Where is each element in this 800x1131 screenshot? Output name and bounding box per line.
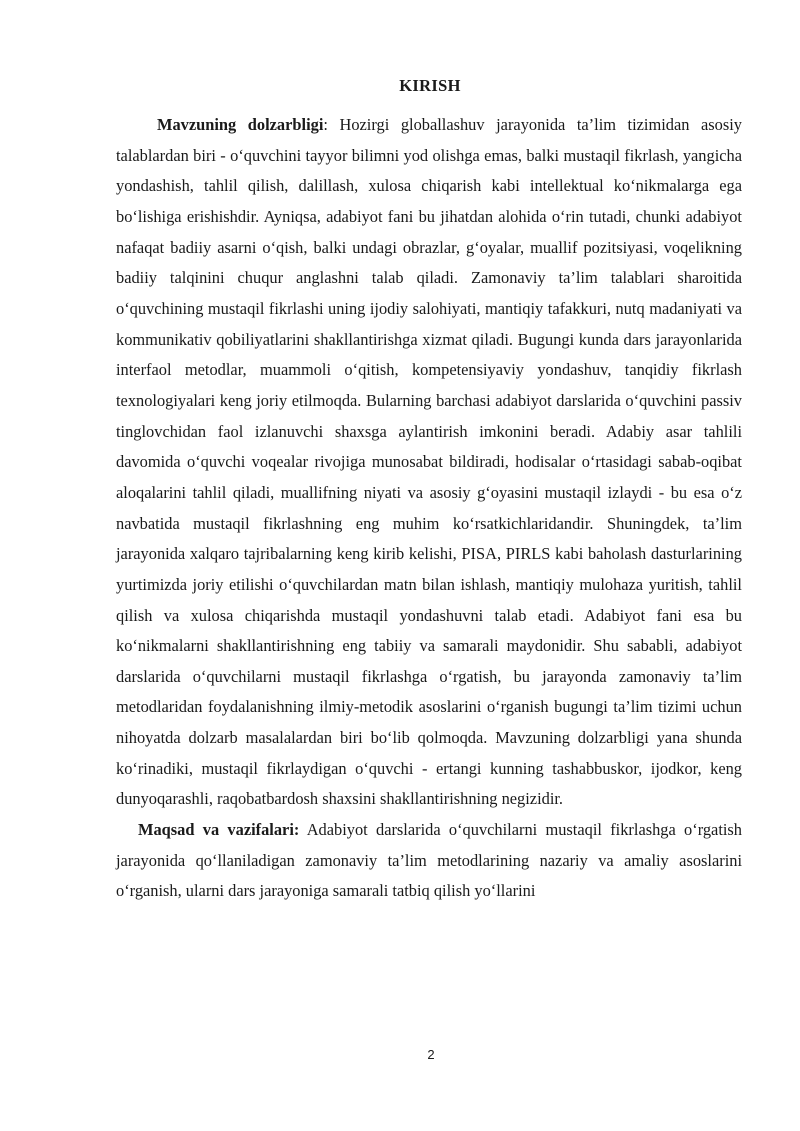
paragraph-text-goals: Adabiyot darslarida o‘quvchilarni mustaqil fikrlashga o‘rgatish jarayonida qo‘llaniladigan zamonaviy ta’lim metodlarining nazariy va amaliy asoslarini o‘rganish, ularni dars jarayoniga samarali tatbiq qilish yo‘llarini: [116, 820, 743, 901]
paragraph-goals: [116, 815, 742, 907]
lead-separator: :: [323, 115, 328, 134]
page-title: KIRISH: [399, 76, 461, 95]
paragraph-text-relevance: Hozirgi globallashuv jarayonida ta’lim tizimidan asosiy talablardan biri - o‘quvchini tayyor bilimni yod olishga emas, balki mustaqil fikrlash, yangicha yondashish, tahlil qilish, dalillash, xulosa chiqarish kabi intellektual ko‘nikmalarga ega bo‘lishiga erishishdir. Ayniqsa, adabiyot fani bu jihatdan alohida o‘rin tutadi, chunki adabiyot nafaqat badiiy asarni o‘qish, balki undagi obrazlar, g‘oyalar, muallif pozitsiyasi, voqelikning badiiy talqinini chuqur anglashni talab qiladi. Zamonaviy ta’lim talablari sharoitida o‘quvchining mustaqil fikrlashi uning ijodiy salohiyati, mantiqiy tafakkuri, nutq madaniyati va kommunikativ qobiliyatlarini shakllantirishga xizmat qiladi. Bugungi kunda dars jarayonlarida interfaol metodlar, muammoli o‘qitish, kompetensiyaviy yondashuv, tanqidiy fikrlash texnologiyalari keng joriy etilmoqda. Bularning barchasi adabiyot darslarida o‘quvchini passiv tinglovchidan faol izlanuvchi shaxsga aylantirish imkonini beradi. Adabiy asar tahlili davomida o‘quvchi voqealar rivojiga munosabat bildiradi, hodisalar o‘rtasidagi sabab-oqibat aloqalarini tahlil qiladi, muallifning niyati va asosiy g‘oyasini mustaqil izlaydi - bu esa o‘z navbatida mustaqil fikrlashning eng muhim ko‘rsatkichlaridandir. Shuningdek, ta’lim jarayonida xalqaro tajribalarning keng kirib kelishi, PISA, PIRLS kabi baholash dasturlarining yurtimizda joriy etilishi o‘quvchilardan matn bilan ishlash, mantiqiy mulohaza yuritish, tahlil qilish va xulosa chiqarishda mustaqil yondashuvni talab etadi. Adabiyot fani esa bu ko‘nikmalarni shakllantirishning eng tabiiy va samarali maydonidir. Shu sababli, adabiyot darslarida o‘quvchilarni mustaqil fikrlashga o‘rgatish, bu jarayonda zamonaviy ta’lim metodlaridan foydalanishning ilmiy-metodik asoslarini o‘rganish bugungi ta’lim tizimi uchun nihoyatda dolzarb masalalardan biri bo‘lib qolmoqda. Mavzuning dolzarbligi yana shunda ko‘rinadiki, mustaqil fikrlaydigan o‘quvchi - ertangi kunning tashabbuskor, ijodkor, keng dunyoqarashli, raqobatbardosh shaxsini shakllantirishning negizidir.: [116, 115, 742, 809]
document-body: [116, 110, 742, 907]
paragraph-relevance: [116, 110, 742, 815]
page-number: 2: [427, 1047, 435, 1062]
paragraph-lead-goals: Maqsad va vazifalari:: [138, 820, 300, 840]
paragraph-lead-relevance: Mavzuning dolzarbligi: [157, 115, 324, 134]
